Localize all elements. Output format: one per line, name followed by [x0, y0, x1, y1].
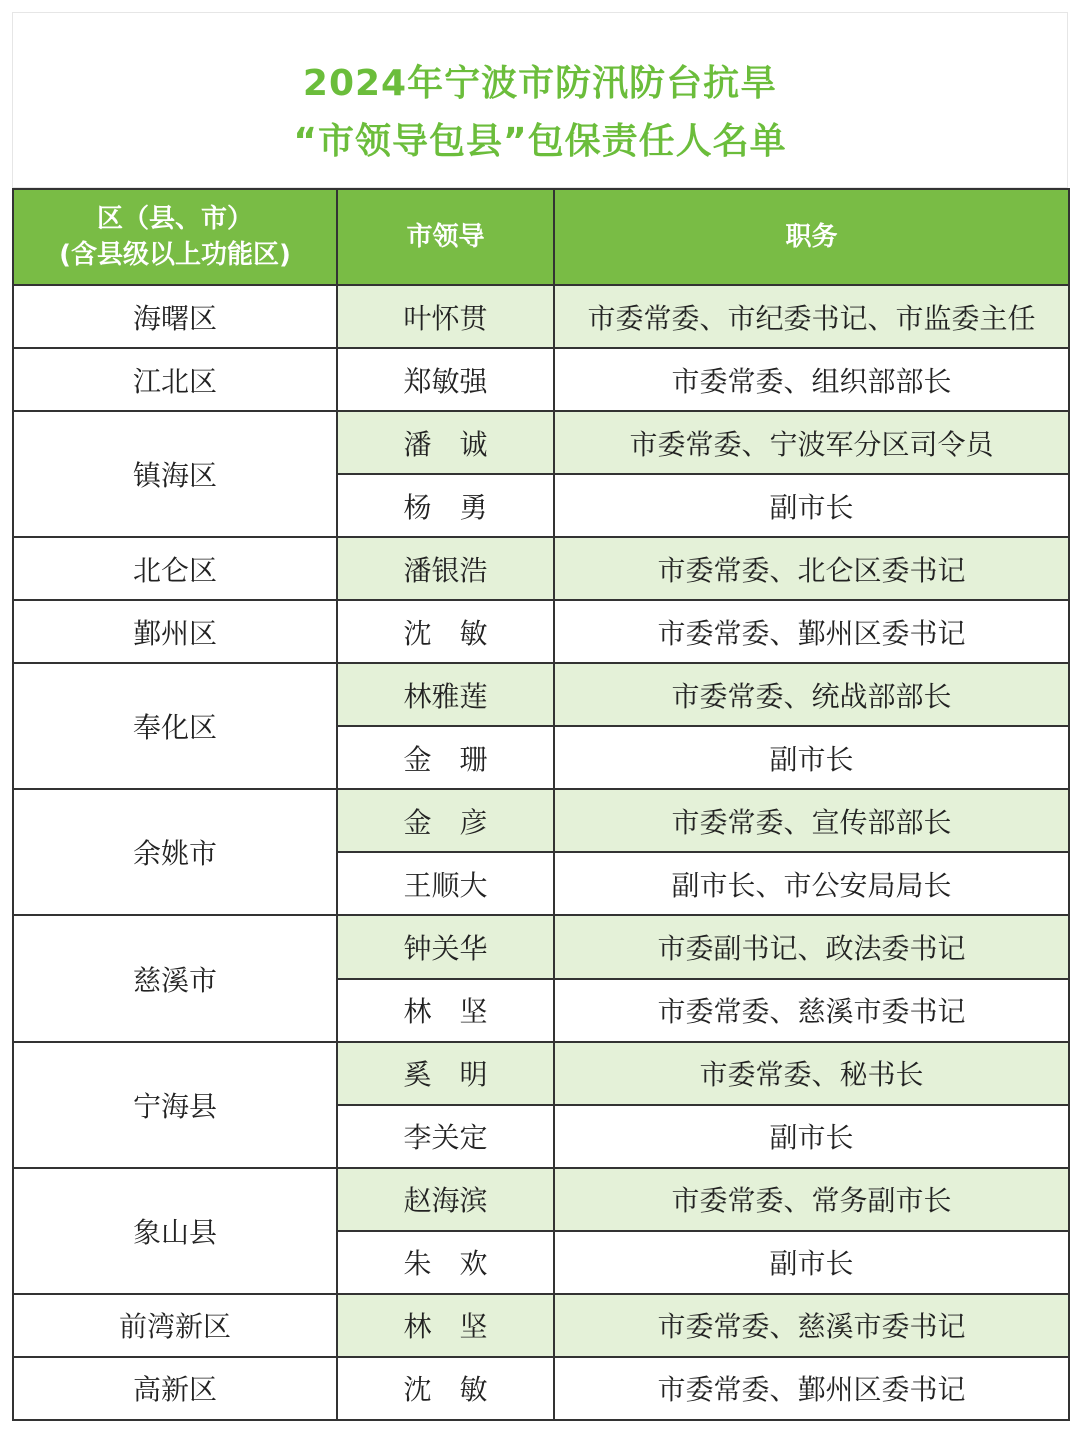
position-cell: 市委常委、慈溪市委书记: [554, 1294, 1069, 1357]
district-cell: 奉化区: [13, 663, 337, 789]
position-cell: 副市长: [554, 1231, 1069, 1294]
position-cell: 市委常委、秘书长: [554, 1042, 1069, 1105]
district-cell: 鄞州区: [13, 600, 337, 663]
position-cell: 副市长: [554, 474, 1069, 537]
header-position: 职务: [554, 189, 1069, 285]
leader-cell: 沈 敏: [337, 600, 554, 663]
table-row: [13, 285, 1069, 348]
table-header-row: [13, 189, 1069, 285]
leader-cell: 沈 敏: [337, 1357, 554, 1420]
position-cell: 市委常委、常务副市长: [554, 1168, 1069, 1231]
district-cell: 江北区: [13, 348, 337, 411]
leader-cell: 林雅莲: [337, 663, 554, 726]
table-row: [13, 1042, 1069, 1105]
document-frame: [12, 12, 1068, 1421]
title-line-1: 2024年宁波市防汛防台抗旱: [302, 63, 778, 104]
leader-cell: 叶怀贯: [337, 285, 554, 348]
position-cell: 副市长、市公安局局长: [554, 852, 1069, 915]
table-row: [13, 348, 1069, 411]
title-box: [12, 12, 1068, 188]
district-cell: 余姚市: [13, 789, 337, 915]
table-row: [13, 600, 1069, 663]
position-cell: 市委常委、鄞州区委书记: [554, 1357, 1069, 1420]
district-cell: 镇海区: [13, 411, 337, 537]
header-district: [13, 189, 337, 285]
table-row: [13, 789, 1069, 852]
position-cell: 市委常委、北仑区委书记: [554, 537, 1069, 600]
district-cell: 宁海县: [13, 1042, 337, 1168]
position-cell: 市委常委、宁波军分区司令员: [554, 411, 1069, 474]
table-row: [13, 663, 1069, 726]
table-row: [13, 915, 1069, 978]
table-row: [13, 1294, 1069, 1357]
table-row: [13, 1168, 1069, 1231]
table-row: [13, 537, 1069, 600]
position-cell: 副市长: [554, 1105, 1069, 1168]
position-cell: 市委常委、组织部部长: [554, 348, 1069, 411]
district-cell: 海曙区: [13, 285, 337, 348]
district-cell: 前湾新区: [13, 1294, 337, 1357]
leader-cell: 林 坚: [337, 979, 554, 1042]
leader-cell: 金 彦: [337, 789, 554, 852]
title-line-2: “市领导包县”包保责任人名单: [293, 121, 787, 162]
leader-cell: 王顺大: [337, 852, 554, 915]
leader-cell: 杨 勇: [337, 474, 554, 537]
district-cell: 北仑区: [13, 537, 337, 600]
leader-cell: 潘 诚: [337, 411, 554, 474]
responsibility-table: [12, 188, 1070, 1421]
leader-cell: 奚 明: [337, 1042, 554, 1105]
position-cell: 市委常委、市纪委书记、市监委主任: [554, 285, 1069, 348]
leader-cell: 潘银浩: [337, 537, 554, 600]
leader-cell: 李关定: [337, 1105, 554, 1168]
table-row: [13, 1357, 1069, 1420]
position-cell: 市委常委、宣传部部长: [554, 789, 1069, 852]
leader-cell: 林 坚: [337, 1294, 554, 1357]
position-cell: 市委副书记、政法委书记: [554, 915, 1069, 978]
leader-cell: 赵海滨: [337, 1168, 554, 1231]
header-district-line2: (含县级以上功能区): [59, 240, 291, 270]
leader-cell: 钟关华: [337, 915, 554, 978]
position-cell: 市委常委、慈溪市委书记: [554, 979, 1069, 1042]
position-cell: 市委常委、统战部部长: [554, 663, 1069, 726]
leader-cell: 郑敏强: [337, 348, 554, 411]
header-leader: 市领导: [337, 189, 554, 285]
position-cell: 市委常委、鄞州区委书记: [554, 600, 1069, 663]
header-district-line1: 区（县、市）: [96, 204, 253, 234]
table-row: [13, 411, 1069, 474]
position-cell: 副市长: [554, 726, 1069, 789]
leader-cell: 朱 欢: [337, 1231, 554, 1294]
district-cell: 慈溪市: [13, 915, 337, 1041]
district-cell: 高新区: [13, 1357, 337, 1420]
leader-cell: 金 珊: [337, 726, 554, 789]
district-cell: 象山县: [13, 1168, 337, 1294]
